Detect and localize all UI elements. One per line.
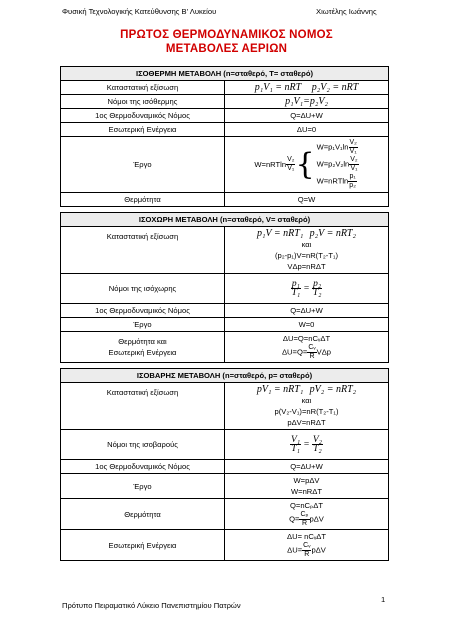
isochoric-heading: ΙΣΟΧΩΡΗ ΜΕΤΑΒΟΛΗ (n=σταθερό, V= σταθερό) (61, 213, 389, 227)
isothermal-internal: ΔU=0 (225, 123, 389, 137)
isochoric-state-eq-label: Καταστατική εξίσωση (61, 227, 225, 274)
isobaric-table (60, 368, 389, 561)
isobaric-work-label: Έργο (61, 474, 225, 499)
isobaric-heading: ΙΣΟΒΑΡΗΣ ΜΕΤΑΒΟΛΗ (n=σταθερό, p= σταθερό) (61, 369, 389, 383)
isochoric-work: W=0 (225, 318, 389, 332)
isothermal-law: p₁V₁=p₂V₂ (285, 96, 328, 107)
page-subtitle: ΜΕΤΑΒΟΛΕΣ ΑΕΡΙΩΝ (165, 43, 288, 55)
isochoric-work-label: Έργο (61, 318, 225, 332)
isothermal-first-law: Q=ΔU+W (225, 109, 389, 123)
isobaric-state-eq-label: Καταστατική εξίσωση (61, 383, 225, 430)
isobaric-state-eq: pV₁ = nRT₁ pV₂ = nRT₂ και p(V₂-V₁)=nR(T₂-T₁) pΔV=nRΔT (225, 383, 389, 430)
isothermal-internal-label: Εσωτερική Ενέργεια (61, 123, 225, 137)
isochoric-state-eq: p₁V = nRT₁ p₂V = nRT₂ και (p₂-p₁)V=nR(T₂-T₁) VΔp=nRΔT (225, 227, 389, 274)
brace-symbol: { (295, 146, 315, 182)
page-number: 1 (381, 595, 386, 604)
isobaric-internal-label: Εσωτερική Ενέργεια (61, 530, 225, 561)
isothermal-table (60, 66, 389, 207)
isochoric-first-law: Q=ΔU+W (225, 304, 389, 318)
isothermal-first-law-label: 1ος Θερμοδυναμικός Νόμος (61, 109, 225, 123)
isochoric-heat: ΔU=Q=nCᵥΔT ΔU=Q= $\frac{\text{Cᵥ}}{R}$ VΔp (225, 332, 389, 363)
isothermal-work-alternatives: W=p₁V₁ln $\frac{\text{V₂}}{\text{V₁}}$ W=p₂V₂ln $\frac{\text{V₂}}{\text{V₁}}$ W=nRTln $\frac{\text{p₁}}{\text{p₂}}$ (316, 139, 358, 189)
header-course: Φυσική Τεχνολογικής Κατεύθυνσης Β' Λυκείου (62, 7, 217, 16)
isothermal-state-eq (225, 81, 389, 95)
isochoric-first-law-label: 1ος Θερμοδυναμικός Νόμος (61, 304, 225, 318)
isochoric-heat-label: Θερμότητα και Εσωτερική Ενέργεια (61, 332, 225, 363)
footer-school: Πρότυπο Πειραματικό Λύκειο Πανεπιστημίου Πατρών (62, 601, 241, 610)
isothermal-law-label: Νόμοι της ισόθερμης (61, 95, 225, 109)
isothermal-work (228, 139, 385, 190)
isochoric-table (60, 212, 389, 363)
isochoric-law: $\frac{\text{p₁}}{\text{T₁}}$ = $\frac{\text{p₂}}{\text{T₂}}$ (225, 274, 389, 304)
isothermal-heat: Q=W (225, 193, 389, 207)
isothermal-work-main: W=nRTln (254, 160, 287, 169)
isobaric-law: $\frac{\text{V₁}}{\text{T₁}}$ = $\frac{\text{V₂}}{\text{T₂}}$ (225, 430, 389, 460)
isothermal-state-eq-2: p₂V₂ = nRT (311, 82, 359, 93)
isothermal-state-eq-label: Καταστατική εξίσωση (61, 81, 225, 95)
isobaric-work: W=pΔV W=nRΔT (225, 474, 389, 499)
page-title: ΠΡΩΤΟΣ ΘΕΡΜΟΔΥΝΑΜΙΚΟΣ ΝΟΜΟΣ (120, 29, 333, 41)
isothermal-work-fraction: $\frac{\text{V₂}}{\text{V₁}}$ (287, 156, 295, 172)
header-author: Χιωτέλης Ιωάννης (316, 7, 377, 16)
isothermal-heading: ΙΣΟΘΕΡΜΗ ΜΕΤΑΒΟΛΗ (n=σταθερό, Τ= σταθερό) (61, 67, 389, 81)
isobaric-heat: Q=nCₚΔT Q= $\frac{\text{Cₚ}}{R}$ pΔV (225, 499, 389, 530)
isothermal-work-label: Έργο (61, 137, 225, 193)
isothermal-heat-label: Θερμότητα (61, 193, 225, 207)
isochoric-law-label: Νόμοι της ισόχωρης (61, 274, 225, 304)
isothermal-state-eq-1: p₁V₁ = nRT (254, 82, 302, 93)
isobaric-law-label: Νόμοι της ισοβαρούς (61, 430, 225, 460)
isobaric-internal: ΔU= nCᵥΔT ΔU= $\frac{\text{Cᵥ}}{R}$ pΔV (225, 530, 389, 561)
isobaric-first-law: Q=ΔU+W (225, 460, 389, 474)
isobaric-heat-label: Θερμότητα (61, 499, 225, 530)
isobaric-first-law-label: 1ος Θερμοδυναμικός Νόμος (61, 460, 225, 474)
